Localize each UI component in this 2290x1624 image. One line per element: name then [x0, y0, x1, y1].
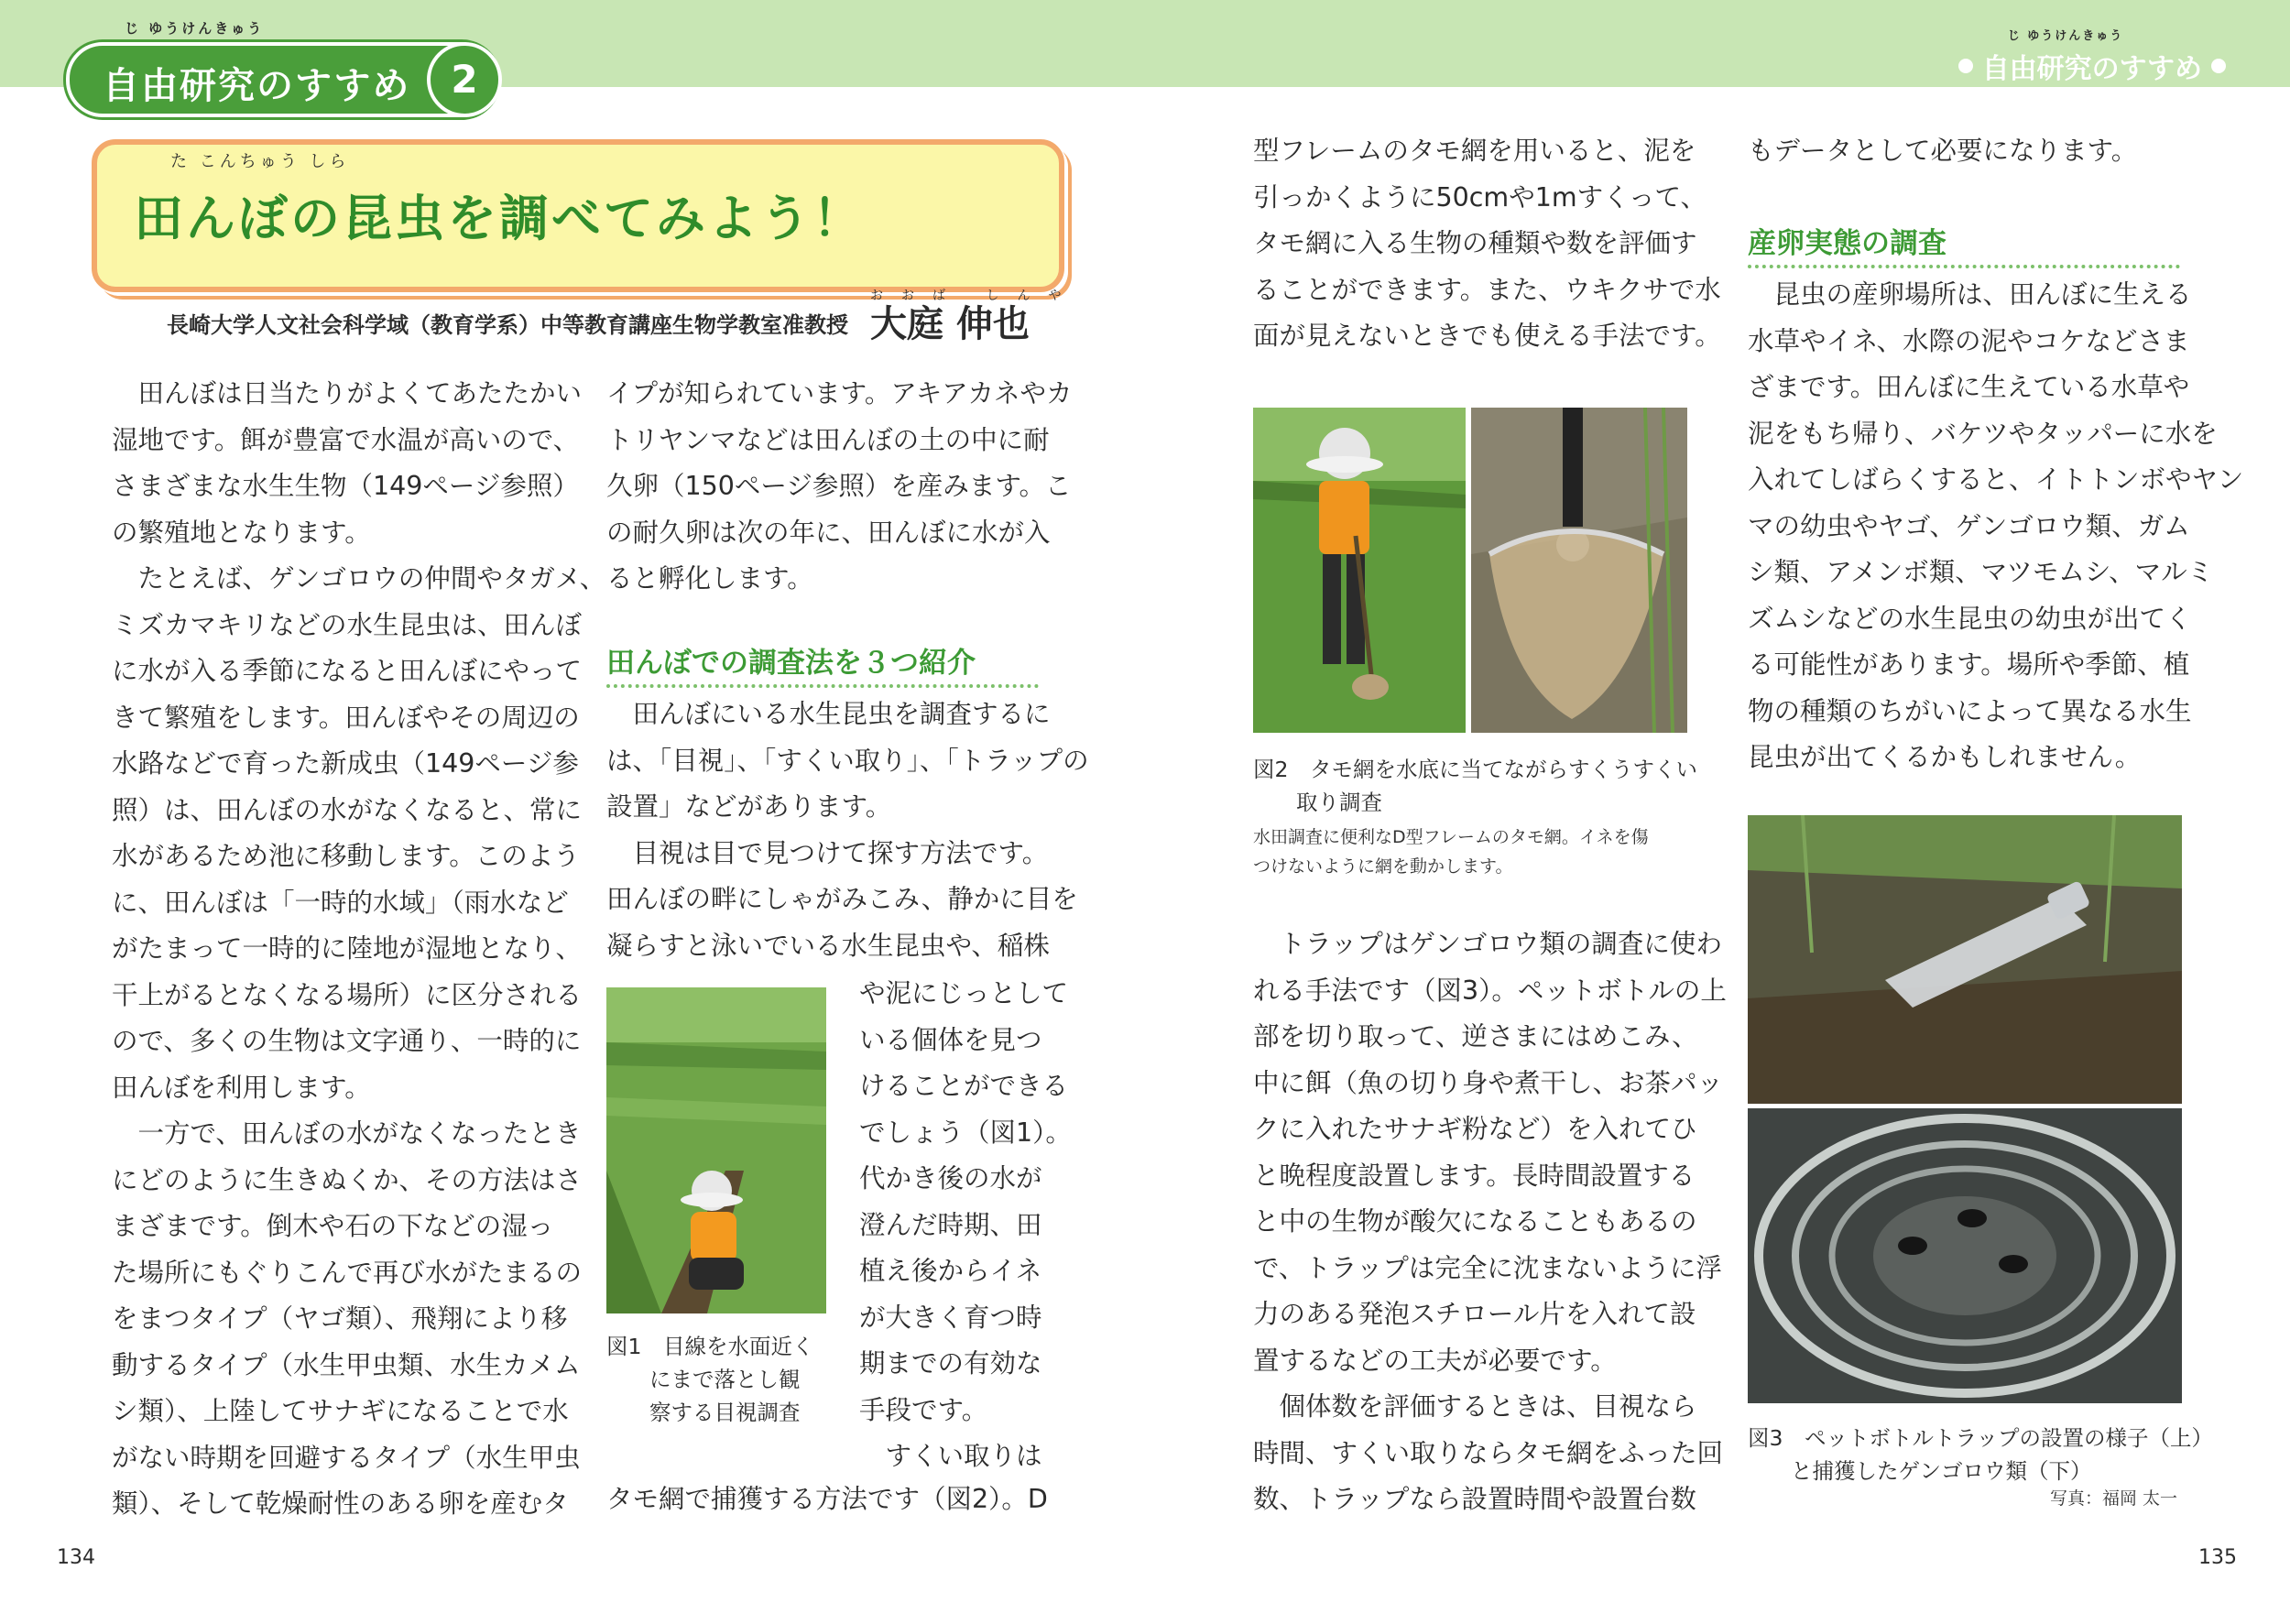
author-ruby: おおば しんや [870, 289, 1080, 303]
caption-line: 図1 目線を水面近く [606, 1334, 814, 1359]
text-line: 個体数を評価するときは、目視なら [1253, 1391, 1697, 1422]
right-series-title [1958, 29, 2226, 86]
text-line: 凝らすと泳いでいる水生昆虫や、稲株 [606, 930, 1050, 961]
text-line: る可能性があります。場所や季節、植 [1748, 649, 2190, 680]
text-line: 部を切り取って、逆さまにはめこみ、 [1253, 1021, 1698, 1052]
text-line: 動するタイプ（水生甲虫類、水生カメム [112, 1349, 581, 1380]
text-line: や泥にじっとして [859, 978, 1069, 1008]
text-line: 目視は目で見つけて探す方法です。 [606, 837, 1049, 868]
caption-line: 察する目視調査 [606, 1400, 801, 1425]
text-line: タモ網に入る生物の種類や数を評価す [1253, 228, 1697, 258]
caption-line: 図3 ペットボトルトラップの設置の様子（上） [1748, 1425, 2213, 1451]
caption-line: と捕獲したゲンゴロウ類（下） [1748, 1458, 2092, 1484]
text-line: 代かき後の水が [859, 1163, 1042, 1193]
text-line: きて繁殖をします。田んぼやその周辺の [112, 702, 580, 733]
text-line: と中の生物が酸欠になることもあるの [1253, 1206, 1697, 1237]
text-line: トリヤンマなどは田んぼの土の中に耐 [606, 424, 1050, 455]
text-line: でしょう（図1）。 [859, 1117, 1072, 1148]
body-column-4 [1748, 272, 2243, 781]
text-line: ミズカマキリなどの水生昆虫は、田んぼ [112, 609, 583, 640]
text-line: 置するなどの工夫が必要です。 [1253, 1345, 1617, 1376]
text-line: は、「目視」、「すくい取り」、「トラップの [606, 745, 1089, 776]
text-line: がない時期を回避するタイプ（水生甲虫 [112, 1442, 581, 1473]
figure-1-photo [606, 987, 826, 1313]
caption-line: 取り調査 [1253, 790, 1382, 815]
text-line: 力のある発泡スチロール片を入れて設 [1253, 1299, 1696, 1329]
text-line: 引っかくように50cmや1mすくって、 [1253, 181, 1707, 213]
text-line: 田んぼの畔にしゃがみこみ、静かに目を [606, 884, 1078, 914]
figure-2-caption [1253, 753, 1697, 819]
figure-3-photo-bottom [1748, 1108, 2182, 1403]
figure-3-caption [1748, 1422, 2213, 1488]
text-line: 干上がるとなくなる場所）に区分される [112, 979, 583, 1010]
body-column-3-bottom [1253, 921, 1727, 1523]
text-line: 類）、そして乾燥耐性のある卵を産むタ [112, 1488, 569, 1519]
text-line: 田んぼは日当たりがよくてあたたかい [112, 378, 583, 409]
figure-2-subcaption [1253, 823, 1649, 881]
text-line: に、田んぼは「一時的水域」（雨水など [112, 887, 569, 918]
text-line: たとえば、ゲンゴロウの仲間やタガメ、 [112, 563, 606, 594]
page-number-left: 134 [57, 1546, 95, 1569]
series-number: 2 [427, 42, 502, 117]
text-line: 物の種類のちがいによって異なる水生 [1748, 695, 2192, 726]
text-line: をまつタイプ（ヤゴ類）、飛翔により移 [112, 1303, 568, 1334]
text-line: 湿地です。餌が豊富で水温が高いので、 [112, 424, 580, 455]
text-line: クに入れたサナギ粉など）を入れてひ [1253, 1114, 1697, 1144]
body-column-4-top: もデータとして必要になります。 [1748, 136, 2138, 166]
text-line: が大きく育つ時 [859, 1302, 1042, 1333]
author-name: 大庭 伸也 [870, 303, 1030, 345]
text-line: イプが知られています。アキアカネやカ [606, 378, 1073, 409]
text-line: 時間、すくい取りならタモ網をふった回 [1253, 1437, 1724, 1468]
text-line: の耐久卵は次の年に、田んぼに水が入 [606, 517, 1051, 548]
figure-2-photo-right [1471, 408, 1687, 733]
text-line: いる個体を見つ [859, 1024, 1042, 1055]
figure-1-caption [606, 1330, 813, 1429]
text-line: の繁殖地となります。 [112, 517, 371, 548]
text-line: ので、多くの生物は文字通り、一時的に [112, 1026, 582, 1056]
text-line: 植え後からイネ [859, 1256, 1042, 1286]
figure-2-photo-left [1253, 408, 1466, 733]
text-line: けることができる [859, 1071, 1069, 1101]
text-line: ズムシなどの水生昆虫の幼虫が出てく [1748, 603, 2192, 634]
text-line: 照）は、田んぼの水がなくなると、常に [112, 794, 583, 825]
right-series-ruby: じ ゆうけんきゅう [2007, 29, 2124, 43]
caption-line: にまで落とし観 [606, 1367, 801, 1392]
text-line: シ類、アメンボ類、マツモムシ、マルミ [1748, 557, 2214, 587]
text-line: 中に餌（魚の切り身や煮干し、お茶パッ [1253, 1067, 1724, 1098]
text-line: で、トラップは完全に沈まないように浮 [1253, 1252, 1722, 1283]
text-line: に水が入る季節になると田んぼにやって [112, 656, 583, 686]
text-line: 泥をもち帰り、バケツやタッパーに水を [1748, 418, 2218, 449]
text-line: 入れてしばらくすると、イトトンボやヤン [1748, 464, 2244, 495]
body-column-1 [112, 371, 605, 1528]
article-title: 田んぼの昆虫を調べてみよう！ [134, 190, 865, 247]
page-number-right: 135 [2198, 1546, 2237, 1569]
text-line: 久卵（150ページ参照）を産みます。こ [606, 471, 1072, 501]
text-line: 型フレームのタモ網を用いると、泥を [1253, 136, 1696, 166]
series-ruby: じ ゆうけんきゅう [125, 20, 265, 37]
text-line: 数、トラップなら設置時間や設置台数 [1253, 1484, 1696, 1514]
text-line: マの幼虫やヤゴ、ゲンゴロウ類、ガム [1748, 510, 2190, 541]
article-title-box [92, 139, 1064, 292]
author-affiliation: 長崎大学人文社会科学域（教育学系）中等教育講座生物学教室准教授 [167, 312, 848, 338]
caption-line: つけないように網を動かします。 [1253, 856, 1513, 877]
title-ruby: た こんちゅう しら [170, 152, 350, 171]
text-line: ると孵化します。 [606, 563, 813, 594]
series-badge [66, 20, 498, 117]
text-line: ることができます。また、ウキクサで水 [1253, 274, 1721, 305]
text-line: と晩程度設置します。長時間設置する [1253, 1160, 1696, 1191]
text-line: さまざまな水生生物（149ページ参照） [112, 471, 579, 501]
text-line: 田んぼにいる水生昆虫を調査するに [606, 699, 1051, 729]
caption-line: 水田調査に便利なD型フレームのタモ網。イネを傷 [1253, 827, 1649, 847]
bullet-icon [2211, 59, 2226, 73]
text-line: 澄んだ時期、田 [859, 1209, 1042, 1240]
text-line: シ類）、上陸してサナギになることで水 [112, 1396, 569, 1426]
text-line: 昆虫が出てくるかもしれません。 [1748, 742, 2142, 772]
body-column-2-bottom: タモ網で捕獲する方法です（図2）。D [606, 1484, 1048, 1514]
text-line: た場所にもぐりこんで再び水がたまるの [112, 1257, 583, 1288]
photo-credit: 写真：福岡 太一 [2050, 1488, 2178, 1509]
text-line: 設置」などがあります。 [606, 791, 892, 822]
text-line: 昆虫の産卵場所は、田んぼに生える [1748, 279, 2192, 310]
text-line: 面が見えないときでも使える手法です。 [1253, 321, 1721, 351]
text-line: 水があるため池に移動します。このよう [112, 841, 580, 871]
caption-line: 図2 タモ網を水底に当てながらすくうすくい [1253, 757, 1697, 782]
bullet-icon [1958, 59, 1973, 73]
body-column-2-mid [606, 692, 1089, 969]
body-column-3-top [1253, 128, 1721, 360]
text-line: 水草やイネ、水際の泥やコケなどさま [1748, 325, 2190, 356]
text-line: トラップはゲンゴロウ類の調査に使わ [1253, 929, 1722, 959]
section-heading-egg-laying: 産卵実態の調査 [1748, 220, 2180, 268]
figure-3-photo-top [1748, 815, 2182, 1104]
body-column-2-top [606, 371, 1072, 603]
section-heading-methods: 田んぼでの調査法を３つ紹介 [606, 639, 1039, 688]
body-column-2-side [859, 971, 1072, 1480]
text-line: ざまです。田んぼに生えている水草や [1748, 372, 2190, 402]
text-line: 手段です。 [859, 1394, 988, 1425]
text-line: にどのように生きぬくか、その方法はさ [112, 1164, 583, 1195]
text-line: がたまって一時的に陸地が湿地となり、 [112, 933, 583, 964]
text-line: まざまです。倒木や石の下などの湿っ [112, 1211, 554, 1241]
text-line: 一方で、田んぼの水がなくなったとき [112, 1118, 582, 1149]
text-line: 期までの有効な [859, 1348, 1042, 1379]
series-title: 自由研究のすすめ [103, 65, 411, 107]
text-line: 水路などで育った新成虫（149ページ参 [112, 748, 579, 779]
right-series-label: 自由研究のすすめ [1981, 53, 2202, 85]
text-line: すくい取りは [859, 1441, 1042, 1471]
text-line: 田んぼを利用します。 [112, 1072, 371, 1103]
text-line: れる手法です（図3）。ペットボトルの上 [1253, 975, 1727, 1006]
